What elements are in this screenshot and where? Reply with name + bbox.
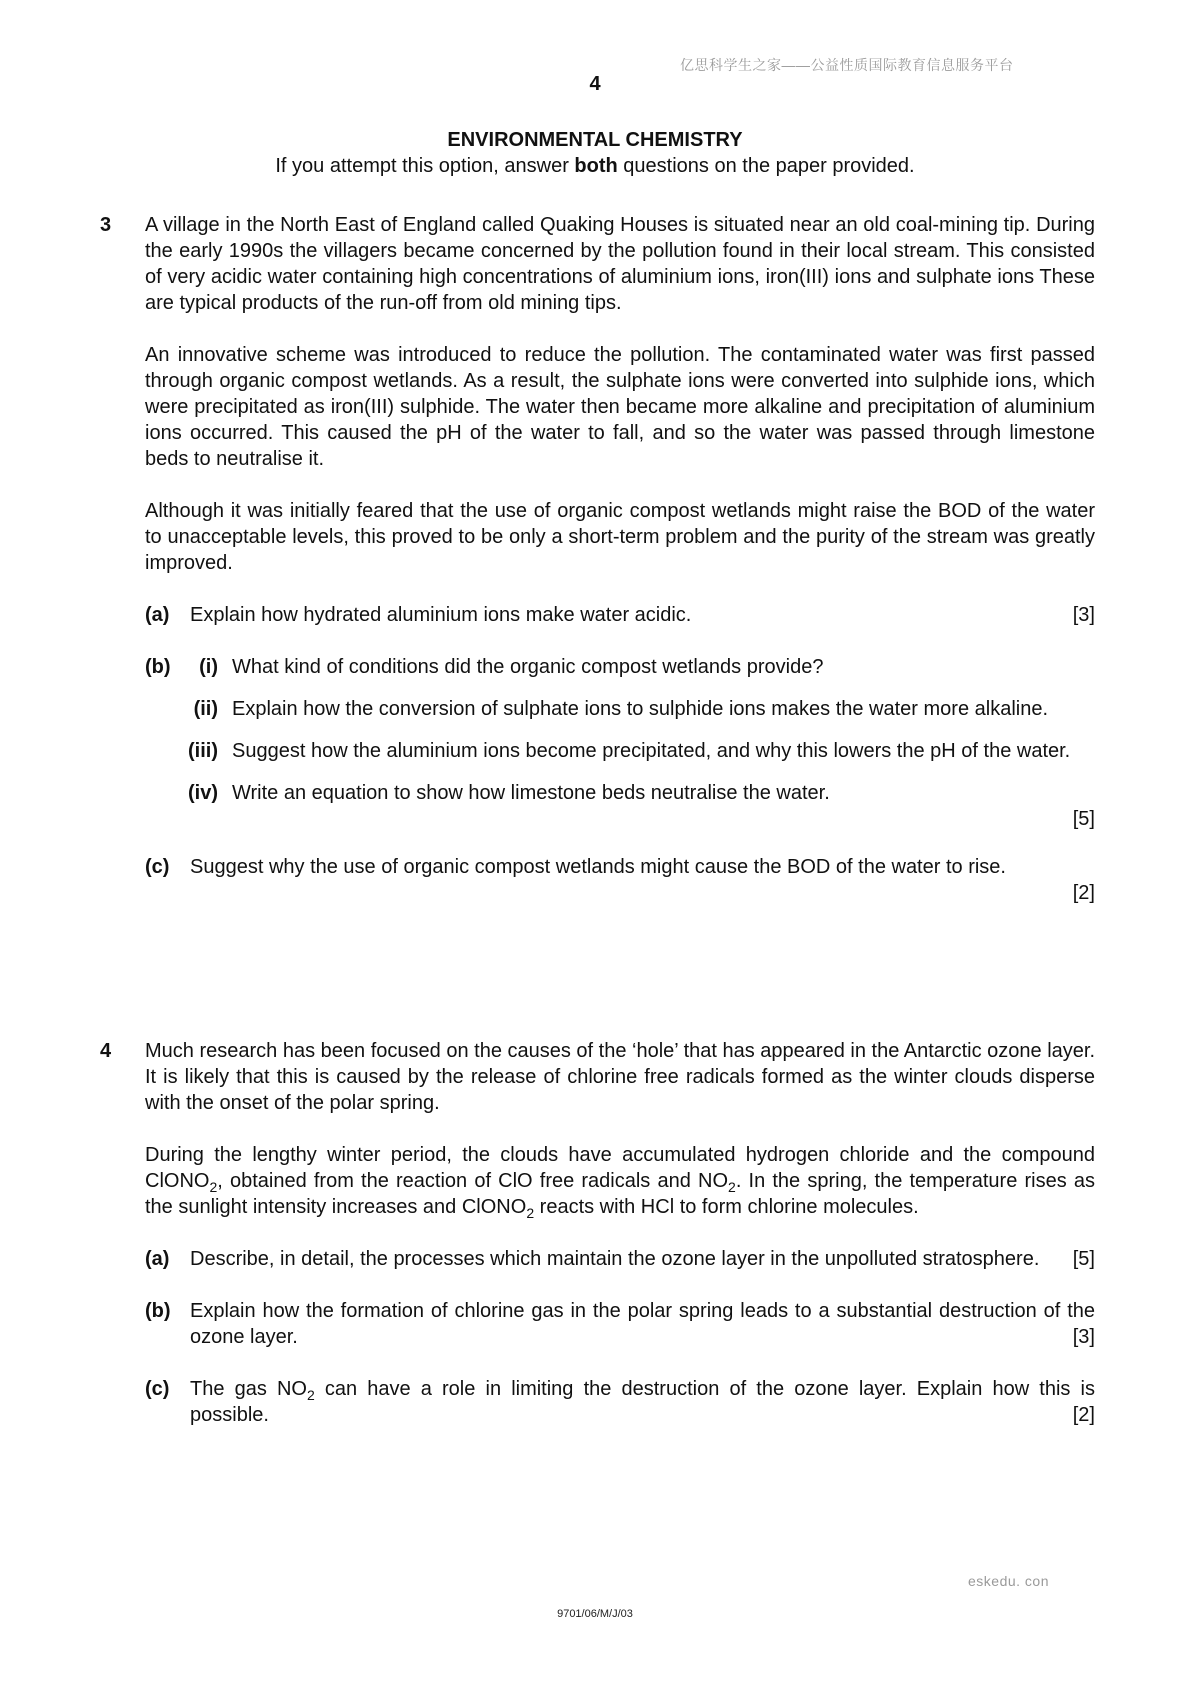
marks: [2] xyxy=(1072,882,1095,904)
marks: [2] xyxy=(1072,1404,1095,1426)
marks: [3] xyxy=(1072,1326,1095,1348)
question-number: 3 xyxy=(100,214,112,236)
part-text: Suggest why the use of organic compost wetlands might cause the BOD of the water to rise. xyxy=(190,856,1006,878)
marks: [3] xyxy=(1072,604,1095,626)
q4-part-c xyxy=(100,1376,1095,1428)
part-label: (a) xyxy=(145,1248,170,1270)
q3-part-c xyxy=(100,854,1095,906)
part-label: (c) xyxy=(145,1378,170,1400)
document-code: 9701/06/M/J/03 xyxy=(557,1608,633,1620)
question-4 xyxy=(100,1038,1095,1454)
part-text: Explain how the formation of chlorine gas in the polar spring leads to a substantial destruction of the ozone layer. xyxy=(190,1300,1095,1348)
part-text: Explain how hydrated aluminium ions make water acidic. xyxy=(190,604,692,626)
q3-paragraph-3: Although it was initially feared that the use of organic compost wetlands might raise the BOD of the water to unacceptable levels, this proved to be only a short-term problem and the purity of the stream was greatly improved. xyxy=(145,500,1095,574)
watermark-header: 亿思科学生之家——公益性质国际教育信息服务平台 xyxy=(680,57,1014,73)
q3-paragraph-2: An innovative scheme was introduced to reduce the pollution. The contaminated water was first passed through organic compost wetlands. As a result, the sulphate ions were converted into sulphide ions, which were precipitated as iron(III) sulphide. The water then became more alkaline and precipitation of aluminium ions occurred. This caused the pH of the water to fall, and so the water was passed through limestone beds to neutralise it. xyxy=(145,344,1095,470)
q4-part-a xyxy=(100,1246,1095,1272)
part-text: The gas $NO_2$ can have a role in limiting the destruction of the ozone layer. Explain how this is possible. xyxy=(190,1378,1095,1426)
q3-b-sub-iii: (iii) Suggest how the aluminium ions become precipitated, and why this lowers the pH of the water. xyxy=(188,740,1071,762)
marks: [5] xyxy=(1072,1248,1095,1270)
q3-b-sub-i: (i) What kind of conditions did the organic compost wetlands provide? xyxy=(199,656,824,678)
q3-part-a xyxy=(100,602,1095,628)
q4-paragraph-1: Much research has been focused on the causes of the ‘hole’ that has appeared in the Antarctic ozone layer. It is likely that this is caused by the release of chlorine free radicals formed as the winter clouds disperse with the onset of the polar spring. xyxy=(145,1040,1095,1114)
part-text: Describe, in detail, the processes which maintain the ozone layer in the unpolluted stratosphere. xyxy=(190,1248,1040,1270)
part-label: (b) xyxy=(145,1300,171,1322)
section-instruction: If you attempt this option, answer both questions on the paper provided. xyxy=(275,155,915,177)
part-label: (a) xyxy=(145,604,170,626)
q3-paragraph-1: A village in the North East of England called Quaking Houses is situated near an old coal-mining tip. During the early 1990s the villagers became concerned by the pollution found in their local stream. This consisted of very acidic water containing high concentrations of aluminium ions, iron(III) ions and sulphate ions These are typical products of the run-off from old mining tips. xyxy=(145,214,1095,314)
section-title: ENVIRONMENTAL CHEMISTRY xyxy=(447,129,743,151)
page-number: 4 xyxy=(589,73,601,95)
q3-b-sub-iv: (iv) Write an equation to show how limestone beds neutralise the water. xyxy=(188,782,830,804)
section-header xyxy=(0,127,1190,179)
question-3 xyxy=(100,212,1095,932)
q4-paragraph-2: During the lengthy winter period, the clouds have accumulated hydrogen chloride and the compound ClONO$_2$, obtained from the reaction of ClO free radicals and $NO_2$. In the spring, the temperature rises as the sunlight intensity increases and ClONO$_2$ reacts with HCl to form chlorine molecules. xyxy=(145,1144,1096,1221)
q4-part-b xyxy=(100,1298,1095,1350)
part-label: (c) xyxy=(145,856,170,878)
watermark-footer: eskedu. con xyxy=(968,1573,1049,1589)
marks: [5] xyxy=(1072,808,1095,830)
q3-part-b xyxy=(100,654,1095,832)
part-label: (b) xyxy=(145,656,171,678)
question-number: 4 xyxy=(100,1040,112,1062)
q3-b-sub-ii: (ii) Explain how the conversion of sulphate ions to sulphide ions makes the water more alkaline. xyxy=(193,698,1049,720)
